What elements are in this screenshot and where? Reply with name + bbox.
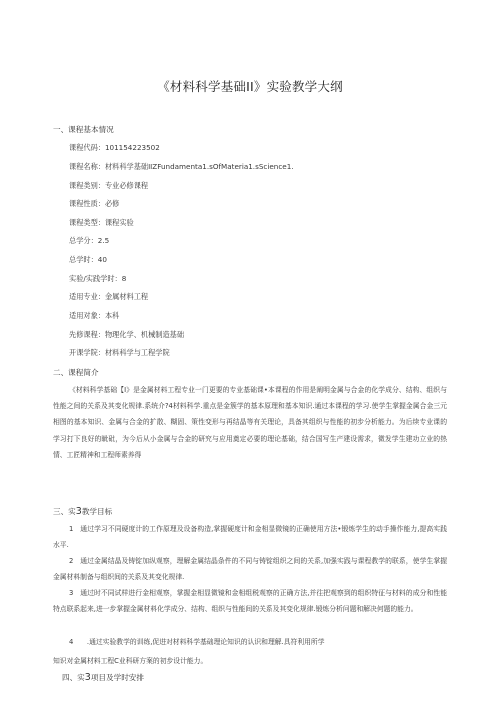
info-course-type: 课程类型：课程实验	[69, 218, 134, 227]
objective-item-4-line-1: 4 .通过实验教学的训练,促进对材料科学基础理论知识的认识和理解.具符利用所学	[69, 638, 325, 646]
heading-projects-suffix: 项目及学时安排	[90, 673, 144, 682]
info-course-name: 课程名称：材料科学基础IIZFundamenta1.sOfMateria1.sScience1.	[69, 162, 294, 171]
section-heading-basic-info: 一、课程基本情况	[53, 125, 114, 134]
info-total-credits: 总学分：2.5	[69, 236, 110, 245]
info-lab-hours: 实验/实践学时：8	[69, 274, 127, 283]
info-prerequisites: 先修课程：物理化学、机械制造基础	[69, 330, 185, 339]
heading-objectives-suffix: 教学目标	[81, 507, 113, 516]
info-course-category: 课程类别：专业必修课程	[69, 181, 149, 190]
course-introduction-paragraph: 《材料科学基础【I》是金属材料工程专业一门更要的专业基础课•本课程的作用是阐明金属与合金的化学成分、结构、组织与性能之间的关系及其变化规律.系统介?4材料科学.重点是金簇学的基本原理和基本知识.通过本课程的学习.使学生掌握金属合金三元相图的基本知识、金属与合金的扩散、糊固、策性变形与再结晶等有关理论，具备其组织与性能的初步分析能力。为后续专业课的学习打下良好的眦砒，为今后从小金属与合金的研究与应用奠定必要的理论基础，结合国写生产建设需求，微发学生建功立业的热情、工匠精神和工程师素养得	[53, 386, 447, 459]
document-title: 《材料科学基础II》实验教学大纲	[157, 79, 343, 94]
heading-projects-prefix: 四、实	[62, 673, 85, 682]
section-heading-introduction: 二、课程简介	[53, 368, 99, 377]
info-total-hours: 总学时：40	[69, 255, 107, 264]
info-audience: 适用对象：本科	[69, 311, 120, 320]
info-course-nature: 课程性质：必修	[69, 199, 120, 208]
heading-projects-number: 3	[84, 672, 91, 683]
info-major: 适用专业：金属材料工程	[69, 292, 149, 301]
objective-item-1: 1 通过学习不同硬度计的工作原理及设备构造,掌握硬度计和金相显微镜的正确使用方法•锻炼学生的动手操作能力,提高实践水平.	[53, 525, 447, 550]
objective-item-2: 2 通过金属结晶及铸锭加纵观察，理解金属结晶条件的不同与铸锭组织之间的关系,加强实践与课程教学的联系，使学生掌握金属材料制备与组织间的关系及其变化规律.	[53, 557, 447, 582]
info-college: 开课学院：材料科学与工程学院	[69, 348, 170, 357]
heading-objectives-number: 3	[75, 506, 82, 517]
objective-item-3: 3 通过时不同试样进行金相观察，掌握金相显微镜和金相组税观察的正确方法,并往把观察到的组织特征与材料的成分和性能特点联系起来,进一步掌握金属材料化学成分、结构、组织与性能间的关系及其变化规律.锻炼分析问题和解决何题的能力。	[53, 589, 447, 614]
heading-objectives-prefix: 三、实	[53, 507, 76, 516]
objective-item-4-line-2: 知识对金属材料工程C业科研方案的初步设计能力。	[53, 657, 208, 665]
section-heading-projects	[62, 672, 144, 683]
info-course-code: 课程代码：101154223502	[69, 143, 160, 152]
section-heading-objectives	[53, 506, 112, 517]
